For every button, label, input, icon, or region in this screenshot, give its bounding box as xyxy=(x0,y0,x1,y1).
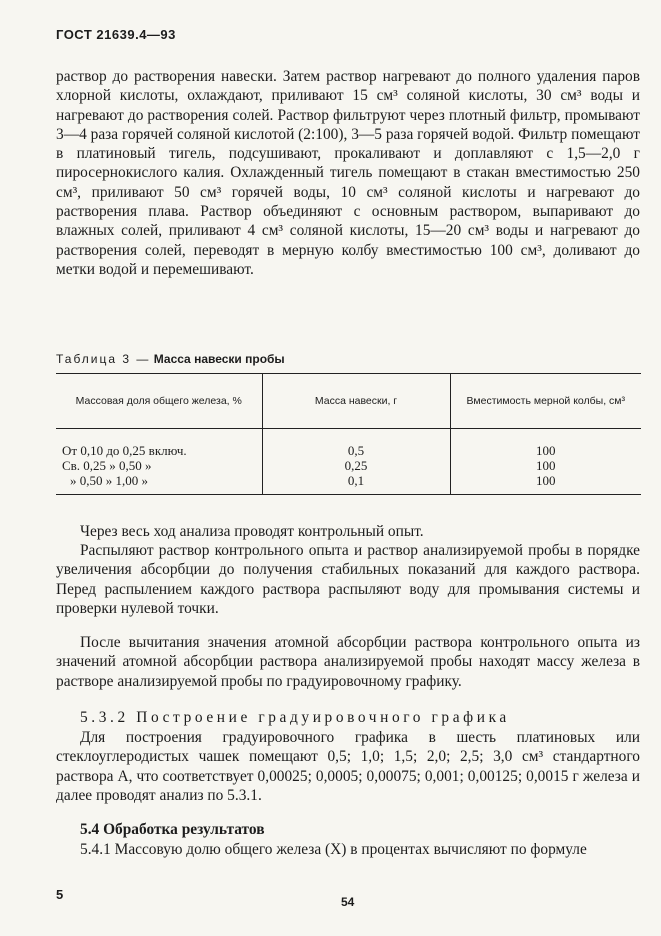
spraying-paragraph: Распыляют раствор контрольного опыта и раствор анализируемой пробы в порядке увеличения абсорбции до получения стабильных показаний для каждого раствора. Перед распылением каждого раствора распыляют воду для промывания системы и проверки нулевой точки. xyxy=(56,542,640,617)
table-row xyxy=(56,429,641,459)
table-caption-label: Таблица 3 — xyxy=(56,352,151,366)
table-cell: » 0,50 » 1,00 » xyxy=(56,473,262,495)
page-number: 54 xyxy=(341,895,355,909)
subtraction-paragraph: После вычитания значения атомной абсорбции раствора контрольного опыта из значений атомной абсорбции раствора анализируемой пробы находят массу железа в растворе анализируемой пробы по градуировочному графику. xyxy=(56,634,640,690)
sample-mass-table xyxy=(56,373,641,495)
table-cell: 100 xyxy=(450,429,641,459)
table-header-cell: Масса навески, г xyxy=(262,374,450,429)
intro-paragraph: раствор до растворения навески. Затем раствор нагревают до полного удаления паров хлорной кислоты, охлаждают, приливают 15 см³ соляной кислоты, 30 см³ воды и нагревают до растворения солей. Раствор фильтруют через плотный фильтр, промывают 3—4 раза горячей соляной кислотой (2:100), 3—5 раза горячей водой. Фильтр помещают в платиновый тигель, подсушивают, прокаливают и доплавляют с 1,5—2,0 г пиросернокислого калия. Охлажденный тигель помещают в стакан вместимостью 250 см³, приливают 50 см³ горячей воды, 10 см³ соляной кислоты и нагревают до растворения плава. Раствор объединяют с основным раствором, выпаривают до влажных солей, приливают 4 см³ соляной кислоты, 15—20 см³ воды и нагревают до растворения солей, переводят в мерную колбу вместимостью 100 см³, доливают до метки водой и перемешивают. xyxy=(56,68,640,278)
section-5-4-heading: 5.4 Обработка результатов xyxy=(80,821,265,838)
table-cell: Св. 0,25 » 0,50 » xyxy=(62,458,152,473)
table-cell: 0,5 xyxy=(262,429,450,459)
section-5-4-1-text: 5.4.1 Массовую долю общего железа (X) в процентах вычисляют по формуле xyxy=(80,841,587,858)
table-cell: 0,25 xyxy=(262,458,450,473)
section-5-3-2-text: Для построения градуировочного графика в шесть платиновых или стеклоуглеродистых чашек помещают 0,5; 1,0; 1,5; 2,0; 2,5; 3,0 см³ стандартного раствора А, что соответствует 0,00025; 0,0005; 0,00075; 0,001; 0,00125; 0,0015 г железа и далее проводят анализ по 5.3.1. xyxy=(56,729,640,804)
table-header-row xyxy=(56,374,641,429)
table-cell: 100 xyxy=(450,458,641,473)
table-row xyxy=(56,458,641,473)
standard-header: ГОСТ 21639.4—93 xyxy=(56,27,176,42)
table-cell: 100 xyxy=(450,473,641,495)
table-caption xyxy=(56,352,285,366)
table-row xyxy=(56,473,641,495)
table-cell: От 0,10 до 0,25 включ. xyxy=(62,443,187,458)
table-cell: 0,1 xyxy=(262,473,450,495)
margin-number: 5 xyxy=(56,887,64,902)
table-caption-title: Масса навески пробы xyxy=(153,352,285,366)
table-header-cell: Вместимость мерной колбы, см³ xyxy=(450,374,641,429)
table-header-cell: Массовая доля общего железа, % xyxy=(56,374,262,429)
control-test-paragraph: Через весь ход анализа проводят контрольный опыт. xyxy=(80,523,424,540)
section-5-3-2-heading: 5.3.2 Построение градуировочного графика xyxy=(80,709,510,726)
